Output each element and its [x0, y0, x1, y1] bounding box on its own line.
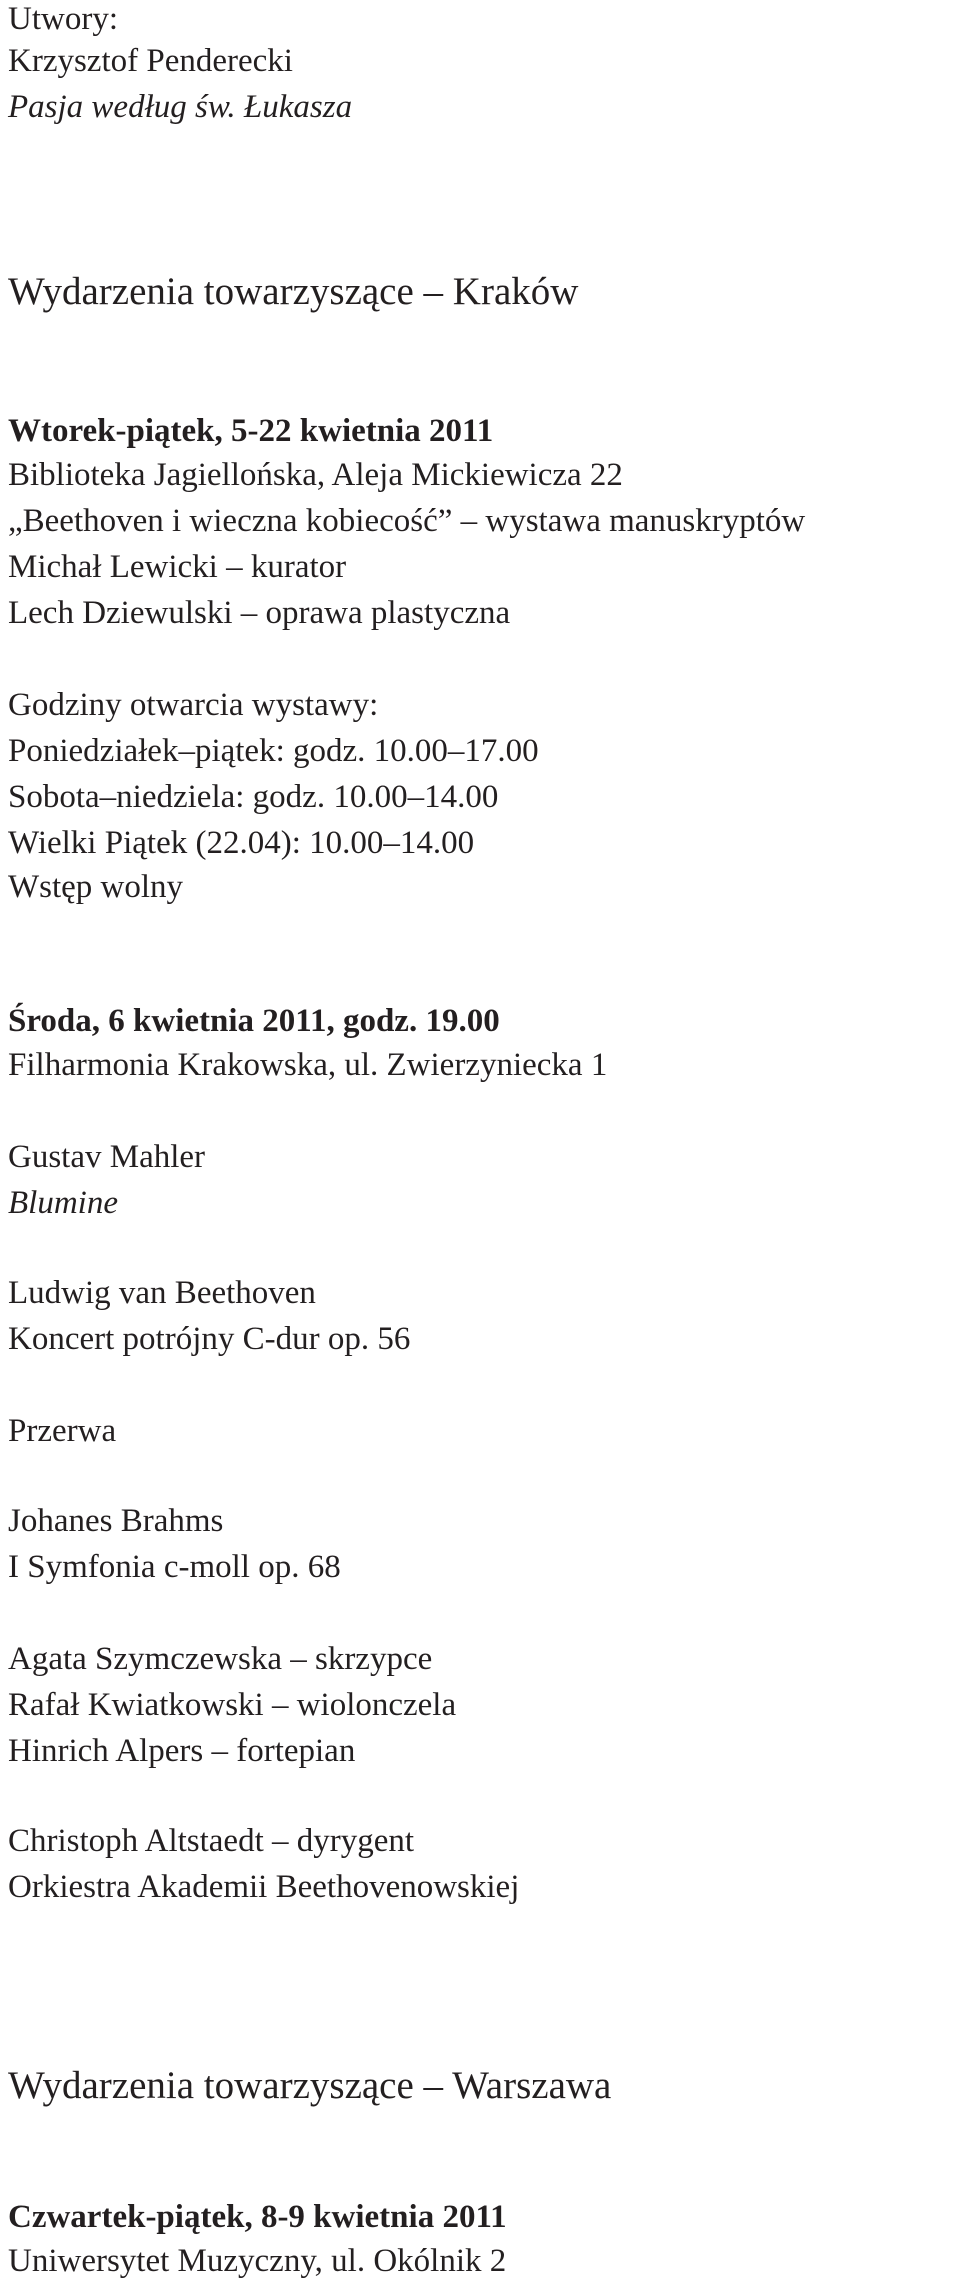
works-composer: Krzysztof Penderecki — [8, 43, 293, 79]
concert-composer-1: Gustav Mahler — [8, 1139, 206, 1175]
warsaw-dates: Czwartek-piątek, 8-9 kwietnia 2011 — [8, 2199, 507, 2235]
concert-venue: Filharmonia Krakowska, ul. Zwierzyniecka 1 — [8, 1047, 608, 1083]
works-label: Utwory: — [8, 1, 118, 37]
concert-work-2: Koncert potrójny C-dur op. 56 — [8, 1321, 411, 1357]
exhibition-design: Lech Dziewulski – oprawa plastyczna — [8, 595, 511, 631]
concert-composer-2: Ludwig van Beethoven — [8, 1275, 316, 1311]
concert-performer-fortepiano: Hinrich Alpers – fortepian — [8, 1733, 356, 1769]
exhibition-hours-label: Godziny otwarcia wystawy: — [8, 687, 379, 723]
exhibition-venue: Biblioteka Jagiellońska, Aleja Mickiewicza 22 — [8, 457, 623, 493]
warsaw-heading: Wydarzenia towarzyszące – Warszawa — [8, 2064, 612, 2107]
exhibition-title: „Beethoven i wieczna kobiecość” – wystawa manuskryptów — [8, 503, 806, 539]
concert-performer-cello: Rafał Kwiatkowski – wiolonczela — [8, 1687, 457, 1723]
warsaw-venue: Uniwersytet Muzyczny, ul. Okólnik 2 — [8, 2243, 507, 2279]
concert-interval: Przerwa — [8, 1413, 117, 1449]
concert-work-3: I Symfonia c-moll op. 68 — [8, 1549, 341, 1585]
exhibition-admission: Wstęp wolny — [8, 869, 184, 905]
exhibition-hours-good-friday: Wielki Piątek (22.04): 10.00–14.00 — [8, 825, 475, 861]
concert-composer-3: Johanes Brahms — [8, 1503, 224, 1539]
exhibition-curator: Michał Lewicki – kurator — [8, 549, 347, 585]
concert-orchestra: Orkiestra Akademii Beethovenowskiej — [8, 1869, 520, 1905]
krakow-heading: Wydarzenia towarzyszące – Kraków — [8, 270, 579, 313]
exhibition-hours-weekdays: Poniedziałek–piątek: godz. 10.00–17.00 — [8, 733, 539, 769]
concert-conductor: Christoph Altstaedt – dyrygent — [8, 1823, 415, 1859]
works-title: Pasja według św. Łukasza — [8, 89, 353, 125]
concert-work-1: Blumine — [8, 1185, 118, 1221]
exhibition-dates: Wtorek-piątek, 5-22 kwietnia 2011 — [8, 413, 494, 449]
concert-date: Środa, 6 kwietnia 2011, godz. 19.00 — [8, 1003, 500, 1039]
exhibition-hours-weekend: Sobota–niedziela: godz. 10.00–14.00 — [8, 779, 499, 815]
concert-performer-violin: Agata Szymczewska – skrzypce — [8, 1641, 433, 1677]
